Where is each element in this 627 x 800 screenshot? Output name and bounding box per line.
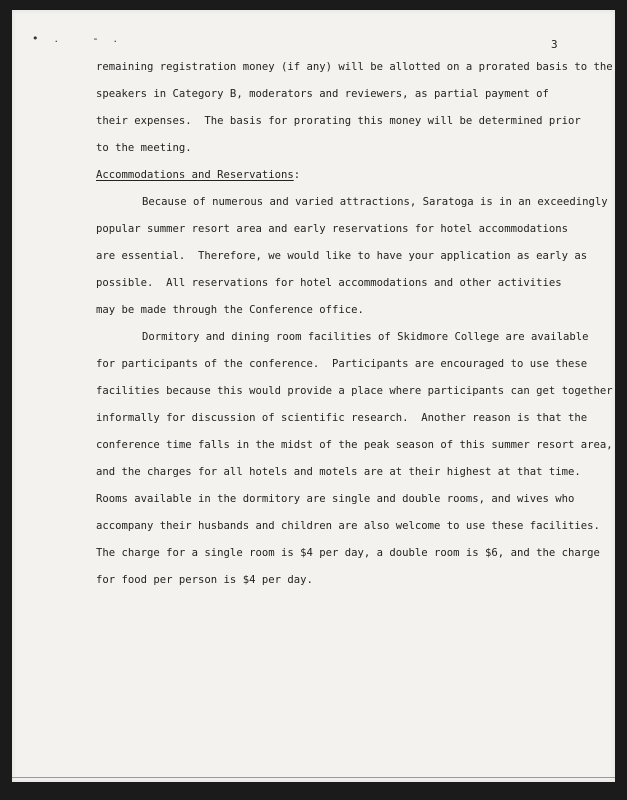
text-line: possible. All reservations for hotel accommodations and other activities	[96, 277, 562, 289]
margin-marks: •. -.	[32, 32, 133, 45]
document-page	[12, 10, 615, 782]
text-line: for food per person is $4 per day.	[96, 574, 313, 586]
text-line: for participants of the conference. Participants are encouraged to use these	[96, 358, 588, 370]
text-line: to the meeting.	[96, 142, 192, 154]
text-line: Dormitory and dining room facilities of Skidmore College are available	[142, 331, 589, 343]
paragraph-dormitory	[96, 324, 611, 594]
text-line: facilities because this would provide a place where participants can get together	[96, 385, 613, 397]
text-line: The charge for a single room is $4 per day, a double room is $6, and the charge	[96, 547, 600, 559]
text-line: speakers in Category B, moderators and reviewers, as partial payment of	[96, 88, 549, 100]
text-line: remaining registration money (if any) will be allotted on a prorated basis to the	[96, 61, 613, 73]
text-line: their expenses. The basis for prorating this money will be determined prior	[96, 115, 581, 127]
text-line: Because of numerous and varied attractions, Saratoga is in an exceedingly	[142, 196, 608, 208]
text-line: Rooms available in the dormitory are single and double rooms, and wives who	[96, 493, 575, 505]
paragraph-accommodations	[96, 189, 611, 324]
text-line: popular summer resort area and early reservations for hotel accommodations	[96, 223, 568, 235]
document-body	[96, 54, 611, 594]
text-line: may be made through the Conference office.	[96, 304, 364, 316]
text-line: conference time falls in the midst of the peak season of this summer resort area,	[96, 439, 613, 451]
text-line: are essential. Therefore, we would like to have your application as early as	[96, 250, 588, 262]
heading-text: Accommodations and Reservations	[96, 169, 294, 181]
heading-colon: :	[293, 169, 301, 181]
section-heading	[96, 162, 611, 189]
text-line: accompany their husbands and children are also welcome to use these facilities.	[96, 520, 600, 532]
text-line: and the charges for all hotels and motels are at their highest at that time.	[96, 466, 581, 478]
paragraph-registration	[96, 54, 611, 162]
page-number: 3	[551, 38, 558, 51]
page-bottom-edge	[12, 777, 615, 778]
text-line: informally for discussion of scientific research. Another reason is that the	[96, 412, 588, 424]
